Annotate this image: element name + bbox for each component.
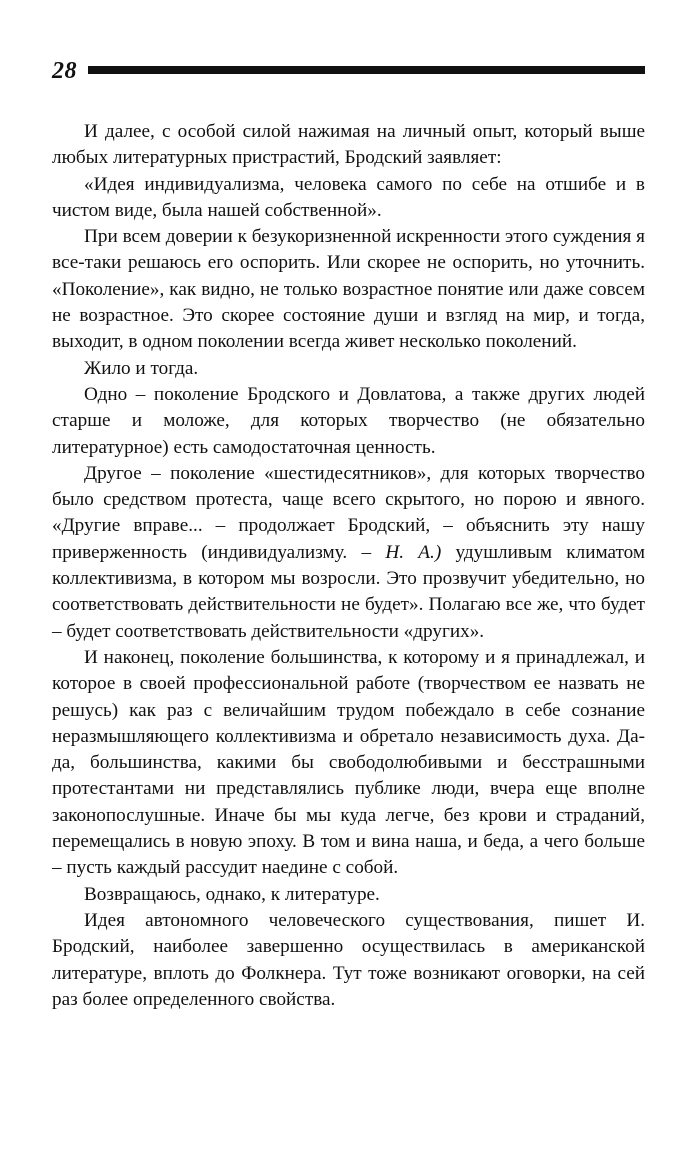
paragraph-6-part-2: удушливым климатом коллективизма, в котором мы возросли. Это прозвучит убедительно, но соответствовать действительности не будет». Полагаю все же, что будет – будет соответствовать действительности «других». (52, 541, 645, 642)
paragraph-3: При всем доверии к безукоризненной искренности этого суждения я все-таки решаюсь его оспорить. Или скорее не оспорить, но уточнить. «Поколение», как видно, не только возрастное понятие или даже совсем не возрастное. Это скорее состояние души и взгляд на мир, и тогда, выходит, в одном поколении всегда живет несколько поколений. (52, 226, 645, 353)
header-rule (88, 66, 645, 74)
paragraph-8: Возвращаюсь, однако, к литературе. (84, 883, 380, 905)
paragraph-2-quote: «Идея индивидуализма, человека самого по себе на отшибе и в чистом виде, была нашей собственной». (52, 173, 645, 221)
body-text (52, 119, 645, 1013)
author-note: – Н. А.) (361, 541, 442, 563)
page-number: 28 (52, 58, 77, 84)
paragraph-4: Жило и тогда. (84, 357, 199, 379)
paragraph-7: И наконец, поколение большинства, к которому и я принадлежал, и которое в своей профессиональной работе (творчеством ее назвать не решусь) как раз с величайшим трудом побеждало в себе сознание неразмышляющего коллективизма и обретало независимость духа. Да-да, большинства, какими бы свободолюбивыми и бесстрашными протестантами ни представлялись публике люди, вчера еще вполне законопослушные. Иначе бы мы куда легче, без крови и страданий, перемещались в новую эпоху. В том и вина наша, и беда, а чего больше – пусть каждый рассудит наедине с собой. (52, 646, 645, 879)
paragraph-6-part-1: Другое – поколение «шестидесятников», для которых творчество было средством протеста, чаще всего скрытого, но порою и явного. «Другие вправе... – продолжает Бродский, – объяснить эту нашу приверженность (индивидуализму. (52, 462, 645, 563)
paragraph-6 (52, 461, 645, 645)
page-header (52, 54, 645, 88)
paragraph-9: Идея автономного человеческого существования, пишет И. Бродский, наиболее завершенно осуществилась в американской литературе, вплоть до Фолкнера. Тут тоже возникают оговорки, на сей раз более определенного свойства. (52, 909, 645, 1010)
paragraph-5: Одно – поколение Бродского и Довлатова, а также других людей старше и моложе, для которых творчество (не обязательно литературное) есть самодостаточная ценность. (52, 383, 645, 458)
paragraph-1: И далее, с особой силой нажимая на личный опыт, который выше любых литературных пристрастий, Бродский заявляет: (52, 121, 645, 169)
